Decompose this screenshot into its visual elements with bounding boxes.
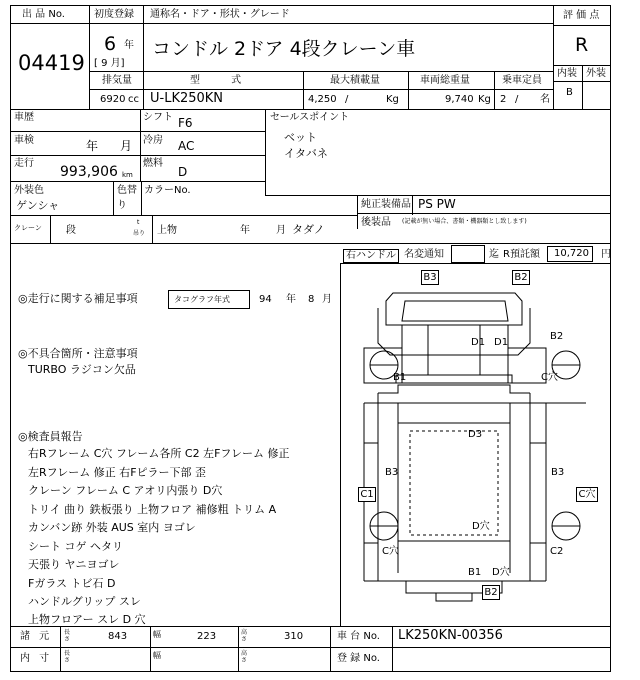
displacement-value: 6920: [100, 94, 126, 105]
capacity-unit: 名: [540, 94, 550, 105]
vehicle-name: コンドル 2ドア 4段クレーン車: [152, 38, 416, 60]
displacement-label: 排気量: [102, 75, 132, 86]
score-label: 評 価 点: [563, 10, 600, 21]
max-load-value: 4,250: [308, 94, 337, 105]
vehicle-name-label: 通称名・ドア・形状・グレード: [150, 9, 290, 20]
recycle-deposit-amount: 10,720: [547, 246, 593, 262]
damage-mark: B1: [468, 567, 482, 578]
mileage-value: 993,906: [60, 164, 118, 180]
fuel-label: 燃料: [143, 158, 163, 169]
recycle-deposit-label: R預託額: [503, 249, 540, 260]
aftermarket-label: 後装品: [361, 217, 391, 228]
tachograph-year: 94: [259, 294, 272, 305]
report-line: トリイ 曲り 鉄板張り 上物フロア 補修粗 トリム A: [28, 503, 277, 516]
first-registration-month: [ 9 月]: [94, 58, 125, 69]
shift-value: F6: [178, 116, 193, 130]
crane-hoist-label: 吊り: [133, 230, 146, 237]
damage-mark: D穴: [472, 521, 490, 532]
equipment-label: 純正装備品: [361, 199, 411, 210]
sales-points-label: セールスポイント: [270, 112, 350, 123]
max-load-label: 最大積載量: [330, 75, 380, 86]
inspection-label: 車検: [14, 135, 34, 146]
equipment-value: PS PW: [418, 197, 456, 211]
lot-number-label: 出 品 No.: [22, 9, 65, 20]
report-line: クレーン フレーム C アオリ内張り D穴: [28, 484, 223, 497]
damage-mark: D1: [471, 337, 486, 348]
damage-mark: C1: [358, 487, 376, 502]
mileage-label: 走行: [14, 158, 34, 169]
interior-grade-label: 内装: [557, 68, 577, 79]
color-value: ゲンシャ: [16, 199, 60, 212]
inspector-report-label: ◎検査員報告: [18, 430, 83, 443]
body-month: 月: [276, 225, 286, 236]
registration-number-label: 登 録 No.: [337, 653, 380, 664]
damage-mark: C2: [550, 546, 564, 557]
damage-mark: B1: [393, 372, 407, 383]
length-label: 長さ: [64, 629, 71, 643]
fuel-value: D: [178, 165, 188, 179]
length-value: 843: [108, 631, 128, 642]
inspection-year: 年: [86, 139, 99, 153]
interior-height-label: 高さ: [241, 650, 248, 664]
color-change-label: 色替: [117, 185, 137, 196]
mileage-unit: km: [122, 171, 133, 179]
lot-number: 04419: [18, 51, 85, 75]
capacity-label: 乗車定員: [502, 75, 542, 86]
max-load-slash: /: [345, 94, 349, 105]
chassis-number: LK250KN-00356: [398, 628, 503, 643]
color-number-label: カラーNo.: [144, 185, 191, 196]
crane-label: クレーン: [14, 224, 42, 232]
deadline-label: 迄: [489, 249, 499, 260]
color-change-mark: り: [117, 200, 127, 211]
height-value: 310: [284, 631, 304, 642]
defects-label: ◎不具合箇所・注意事項: [18, 347, 138, 360]
tachograph-month: 8: [308, 294, 315, 305]
chassis-number-label: 車 台 No.: [337, 631, 380, 642]
shift-label: シフト: [143, 112, 173, 123]
first-registration-label: 初度登録: [94, 9, 134, 20]
report-line: 上物フロアー スレ D 穴: [28, 613, 146, 626]
travel-supplement-label: ◎走行に関する補足事項: [18, 292, 138, 305]
model-value: U-LK250KN: [150, 91, 224, 106]
body-maker: タダノ: [292, 223, 325, 236]
dimensions-label: 諸 元: [20, 631, 53, 642]
crane-tonnage-unit: t: [137, 219, 140, 226]
sales-point-item: イタバネ: [284, 147, 328, 160]
width-label: 幅: [153, 630, 161, 639]
defects-text: TURBO ラジコン欠品: [28, 363, 136, 376]
recycle-deposit-unit: 円: [601, 249, 611, 260]
body-year: 年: [240, 225, 250, 236]
interior-length-label: 長さ: [64, 650, 71, 664]
history-label: 車歴: [14, 112, 34, 123]
first-registration-year: 6: [104, 33, 117, 55]
tachograph-year-unit: 年: [286, 294, 296, 305]
damage-mark: D穴: [492, 567, 510, 578]
damage-mark: B2: [512, 270, 530, 285]
year-unit: 年: [124, 40, 134, 51]
tachograph-label: タコグラフ年式: [174, 295, 230, 304]
exterior-grade-label: 外装: [586, 68, 606, 79]
report-line: ハンドルグリップ スレ: [28, 595, 141, 608]
damage-mark: B2: [550, 331, 564, 342]
ac-value: AC: [178, 139, 195, 153]
damage-mark: B3: [421, 270, 439, 285]
model-label: 型 式: [190, 75, 256, 86]
inspection-month: 月: [120, 139, 133, 153]
report-line: 右Rフレーム C穴 フレーム各所 C2 左Fフレーム 修正: [28, 447, 290, 460]
steering-side: 右ハンドル: [343, 249, 399, 263]
damage-mark: C穴: [576, 487, 598, 502]
report-line: Fガラス トビ石 D: [28, 577, 116, 590]
report-line: 天張り ヤニヨゴレ: [28, 558, 120, 571]
interior-dimensions-label: 内 寸: [20, 653, 53, 664]
damage-mark: C穴: [382, 546, 399, 557]
damage-mark: B3: [551, 467, 565, 478]
sales-point-item: ベット: [284, 131, 317, 144]
height-label: 高さ: [241, 629, 248, 643]
color-label: 外装色: [14, 185, 44, 196]
damage-mark: B2: [482, 585, 500, 600]
max-load-unit: Kg: [386, 94, 399, 105]
damage-mark: D3: [468, 429, 483, 440]
report-line: シート コゲ ヘタリ: [28, 540, 123, 553]
gross-weight-label: 車両総重量: [420, 75, 470, 86]
capacity-slash: /: [515, 94, 519, 105]
gross-weight-value: 9,740: [445, 94, 474, 105]
overall-score: R: [575, 34, 589, 56]
name-change-box: [451, 245, 485, 263]
report-line: 左Rフレーム 修正 右Fピラー下部 歪: [28, 466, 207, 479]
name-change-label: 名変通知: [404, 249, 444, 260]
body-label: 上物: [157, 225, 177, 236]
report-line: カンバン跡 外装 AUS 室内 ヨゴレ: [28, 521, 196, 534]
width-value: 223: [197, 631, 217, 642]
displacement-unit: cc: [128, 94, 139, 105]
tachograph-month-unit: 月: [322, 294, 332, 305]
damage-mark: D1: [494, 337, 509, 348]
gross-weight-unit: Kg: [478, 94, 491, 105]
capacity-value: 2: [500, 94, 507, 105]
ac-label: 冷房: [143, 135, 163, 146]
interior-width-label: 幅: [153, 651, 161, 660]
aftermarket-note: (記載が無い場合、書類・機器類とし致します): [402, 218, 527, 225]
crane-stage: 段: [66, 225, 76, 236]
damage-mark: C穴: [541, 372, 558, 383]
interior-grade: B: [566, 87, 573, 98]
damage-mark: B3: [385, 467, 399, 478]
